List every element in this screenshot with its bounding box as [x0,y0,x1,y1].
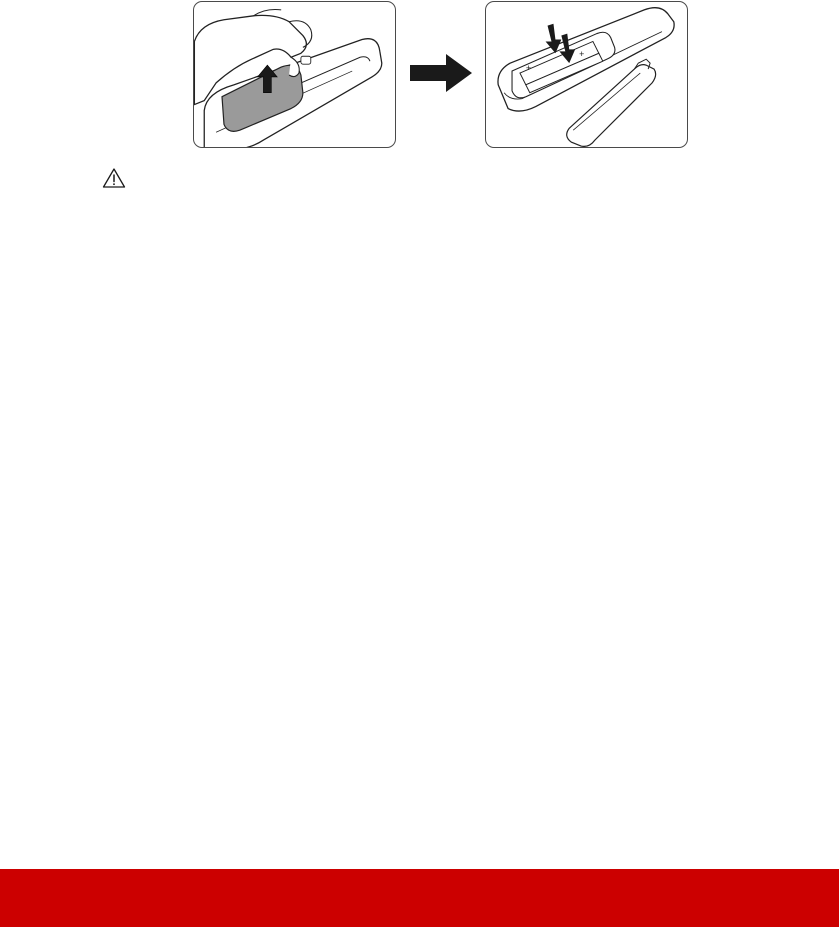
illustration-remove-battery-cover [193,1,396,148]
arrow-right-icon [410,53,472,93]
svg-text:+: + [525,63,532,74]
footer-bar [0,869,839,927]
svg-text:+: + [579,49,585,60]
warning-triangle-icon [102,167,126,189]
illustration-insert-batteries [485,1,688,148]
